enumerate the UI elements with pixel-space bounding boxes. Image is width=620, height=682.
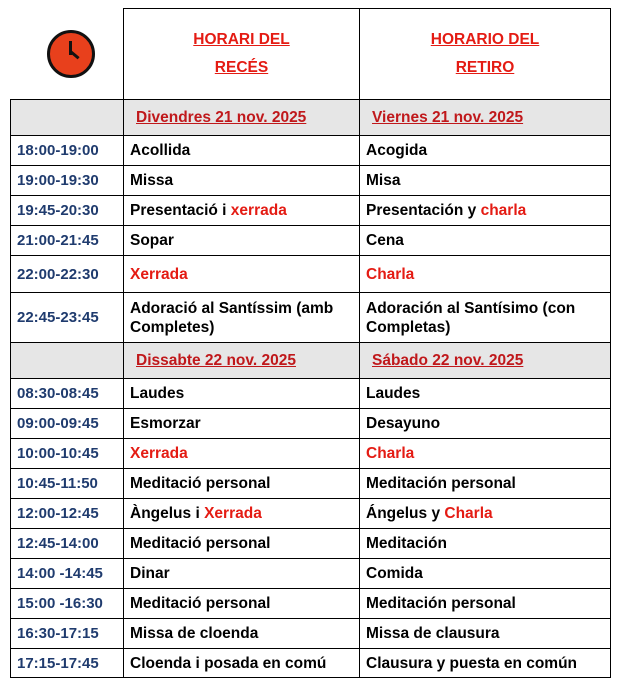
day-header-ca: Dissabte 22 nov. 2025 [124, 343, 360, 379]
activity-ca [124, 226, 360, 256]
time-cell: 10:00-10:45 [11, 439, 124, 469]
activity-ca [124, 469, 360, 499]
activity-es [360, 529, 611, 559]
activity-text: Meditació personal [130, 595, 271, 612]
activity-text: Clausura y puesta en común [366, 654, 578, 672]
activity-text: Laudes [366, 385, 421, 402]
header-catalan-line2: RECÉS [214, 59, 269, 76]
time-cell: 22:45-23:45 [11, 293, 124, 343]
activity-es [360, 379, 611, 409]
activity-text: Acogida [366, 142, 428, 159]
day-header-row [11, 100, 611, 136]
schedule-row [11, 619, 611, 649]
schedule-table [10, 8, 611, 678]
schedule-row [11, 439, 611, 469]
activity-text: Adoració al Santíssim (amb Completes) [130, 299, 334, 336]
activity-ca [124, 136, 360, 166]
activity-es [360, 409, 611, 439]
schedule-row [11, 499, 611, 529]
alarm-clock-icon [47, 30, 95, 78]
time-cell: 19:45-20:30 [11, 196, 124, 226]
activity-es [360, 226, 611, 256]
time-cell: 08:30-08:45 [11, 379, 124, 409]
activity-highlight: Charla [366, 265, 415, 283]
activity-text: Presentación y [366, 202, 481, 219]
schedule-row [11, 293, 611, 343]
activity-text: Presentació i [130, 202, 231, 219]
activity-ca [124, 166, 360, 196]
activity-es [360, 589, 611, 619]
schedule-row [11, 226, 611, 256]
activity-text: Acollida [130, 142, 191, 159]
retreat-schedule [10, 8, 610, 676]
activity-text: Ángelus y [366, 505, 445, 522]
activity-es [360, 136, 611, 166]
activity-text: Dinar [130, 565, 170, 582]
activity-text: Laudes [130, 385, 185, 402]
activity-text: Adoración al Santísimo (con Completas) [366, 299, 576, 336]
activity-ca [124, 409, 360, 439]
activity-text: Comida [366, 565, 423, 582]
schedule-row [11, 469, 611, 499]
activity-text: Cena [366, 232, 404, 249]
activity-highlight: Charla [444, 505, 493, 522]
day-header-blank [11, 100, 124, 136]
activity-es [360, 256, 611, 293]
header-row [11, 9, 611, 100]
activity-highlight: Xerrada [204, 505, 262, 522]
clock-cell [11, 9, 124, 100]
time-cell: 19:00-19:30 [11, 166, 124, 196]
day-header-es: Viernes 21 nov. 2025 [360, 100, 611, 136]
header-catalan [124, 9, 360, 100]
activity-ca [124, 196, 360, 226]
header-spanish-line2: RETIRO [455, 59, 515, 76]
schedule-row [11, 589, 611, 619]
schedule-row [11, 136, 611, 166]
activity-ca [124, 379, 360, 409]
time-cell: 12:45-14:00 [11, 529, 124, 559]
activity-ca [124, 559, 360, 589]
activity-highlight: Xerrada [130, 445, 188, 462]
activity-text: Cloenda i posada en comú [130, 654, 327, 672]
activity-text: Meditación personal [366, 595, 516, 612]
activity-text: Missa de clausura [366, 625, 500, 642]
activity-es [360, 293, 611, 343]
day-header-blank [11, 343, 124, 379]
activity-ca [124, 439, 360, 469]
activity-text: Missa de cloenda [130, 625, 259, 642]
activity-text: Missa [130, 172, 174, 189]
activity-ca [124, 529, 360, 559]
activity-highlight: charla [480, 202, 527, 219]
activity-text: Meditació personal [130, 475, 271, 492]
activity-es [360, 166, 611, 196]
activity-ca [124, 589, 360, 619]
activity-es [360, 649, 611, 678]
activity-highlight: Xerrada [130, 265, 188, 283]
time-cell: 18:00-19:00 [11, 136, 124, 166]
activity-ca [124, 649, 360, 678]
activity-text: Esmorzar [130, 415, 201, 432]
time-cell: 09:00-09:45 [11, 409, 124, 439]
time-cell: 10:45-11:50 [11, 469, 124, 499]
day-header-es: Sábado 22 nov. 2025 [360, 343, 611, 379]
activity-text: Meditació personal [130, 535, 271, 552]
header-spanish-line1: HORARIO DEL [430, 31, 540, 48]
header-spanish [360, 9, 611, 100]
activity-highlight: xerrada [230, 202, 287, 219]
activity-text: Sopar [130, 232, 174, 249]
activity-es [360, 469, 611, 499]
activity-es [360, 196, 611, 226]
schedule-row [11, 409, 611, 439]
schedule-row [11, 649, 611, 678]
time-cell: 16:30-17:15 [11, 619, 124, 649]
activity-ca [124, 256, 360, 293]
time-cell: 17:15-17:45 [11, 649, 124, 678]
time-cell: 21:00-21:45 [11, 226, 124, 256]
activity-es [360, 559, 611, 589]
activity-es [360, 499, 611, 529]
schedule-row [11, 256, 611, 293]
time-cell: 22:00-22:30 [11, 256, 124, 293]
activity-text: Desayuno [366, 415, 441, 432]
activity-highlight: Charla [366, 445, 415, 462]
time-cell: 14:00 -14:45 [11, 559, 124, 589]
schedule-row [11, 379, 611, 409]
activity-es [360, 439, 611, 469]
activity-ca [124, 619, 360, 649]
schedule-row [11, 529, 611, 559]
time-cell: 15:00 -16:30 [11, 589, 124, 619]
activity-ca [124, 499, 360, 529]
activity-ca [124, 293, 360, 343]
time-cell: 12:00-12:45 [11, 499, 124, 529]
activity-text: Misa [366, 172, 401, 189]
header-catalan-line1: HORARI DEL [193, 31, 290, 48]
activity-text: Àngelus i [130, 505, 205, 522]
activity-es [360, 619, 611, 649]
activity-text: Meditación personal [366, 475, 516, 492]
schedule-row [11, 196, 611, 226]
day-header-ca: Divendres 21 nov. 2025 [124, 100, 360, 136]
day-header-row [11, 343, 611, 379]
schedule-row [11, 559, 611, 589]
schedule-row [11, 166, 611, 196]
activity-text: Meditación [366, 535, 447, 552]
